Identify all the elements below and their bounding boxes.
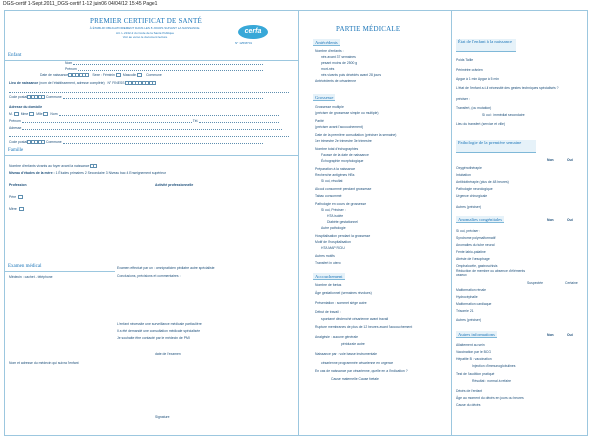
examen-line-label: Je souhaite être contacté par le médecin de PMI	[117, 336, 190, 340]
certaine-header: Certaine	[565, 281, 578, 285]
non-header: Non	[547, 158, 554, 162]
pathologie-row: Pathologie neurologique	[456, 187, 493, 191]
partie-medicale-title: PARTIE MÉDICALE	[336, 25, 401, 33]
prenom2-label: Prénom	[9, 119, 21, 123]
grossesse-row: Si oui, Préciser :	[321, 208, 346, 212]
nom-field[interactable]	[73, 62, 263, 65]
autres-row: Injection d'immunoglobulines	[472, 364, 516, 368]
autres-oui-header: Oui	[567, 333, 573, 337]
lieu-field[interactable]	[9, 90, 289, 93]
adresse2-row	[9, 126, 282, 131]
grossesse-row: Parité	[315, 119, 324, 123]
article-note: Voir au verso le document lecture	[122, 35, 168, 39]
mme-label: Mme	[20, 112, 29, 116]
anomalies-row: Fente labio-palatine	[456, 250, 486, 254]
grossesse-row: Préparation à la naissance	[315, 167, 356, 171]
niveau-row	[9, 171, 166, 176]
finess-label: N° FINESS	[107, 81, 125, 85]
commune-label: Commune	[146, 73, 162, 77]
civilite-row	[9, 112, 279, 117]
anomalies-row: Omphalocèle, gastroschisis	[456, 264, 498, 268]
grossesse-row: Transfert in utero	[315, 261, 341, 265]
anomalies-row: Hydrocéphalie	[456, 295, 478, 299]
nb-enfants-row	[9, 164, 97, 169]
suspectee-header: Suspectée	[527, 281, 544, 285]
pere-label: Père	[9, 195, 17, 199]
lieu-row	[9, 81, 156, 86]
section-pathologie: Pathologie de la première semaine	[456, 140, 536, 153]
accouchement-row: Début de travail :	[315, 310, 341, 314]
m-label: M.	[9, 112, 13, 116]
grossesse-row: HTA isolée	[327, 214, 344, 218]
nb-enfants-cell[interactable]	[93, 164, 97, 168]
left-column	[5, 11, 299, 435]
lieu-label: Lieu de naissance	[9, 81, 39, 85]
grossesse-row: Autres motifs	[315, 254, 335, 258]
antecedents-row: nés avant 37 semaines	[321, 55, 356, 59]
autres-row: Décès de l'enfant	[456, 389, 483, 393]
adresse-label: Adresse du domicile	[9, 105, 43, 109]
accouchement-row: péridurale autre	[341, 342, 365, 346]
article-reference: Art. L.2132-2 du Code de la Santé Publique	[115, 31, 175, 35]
etat-row: Apgar à 1 min Apgar à 5 min	[456, 77, 499, 81]
tel-label: Tél.	[192, 119, 199, 123]
m-checkbox[interactable]	[14, 112, 19, 116]
page-title: PREMIER CERTIFICAT DE SANTÉ	[90, 17, 202, 25]
pathologie-row: Urgence chirurgicale	[456, 194, 488, 198]
examen-line-label: Il a été demandé une consultation médicale spécialisée	[117, 329, 201, 333]
mere-checkbox[interactable]	[19, 207, 24, 211]
autres-non-header: Non	[547, 333, 554, 337]
signature-label: Signature	[155, 415, 170, 419]
lieu-note: (nom de l'établissement, adresse complète)	[39, 81, 105, 85]
antecedents-row: Antécédents de césarienne	[315, 79, 357, 83]
examen-line-3	[117, 336, 190, 341]
right-column	[451, 11, 587, 435]
date-naissance-label: Date de naissance	[40, 73, 69, 77]
nom-adresse-label: Nom et adresse du médecin qui suivra l'enfant	[9, 361, 79, 365]
etat-row: Poids Taille	[456, 58, 474, 62]
cp-label: Code postal	[9, 95, 28, 99]
niveau-label: Niveau d'études de la mère :	[9, 171, 55, 175]
grossesse-row: 1er trimestre 2e trimestre 3e trimestre	[315, 139, 372, 143]
masc-label: Masculin	[122, 73, 137, 77]
etat-row: préciser :	[456, 97, 470, 101]
grossesse-row: Autre pathologie	[321, 226, 346, 230]
autres-row: Hépatite B : vaccination	[456, 357, 492, 361]
sexe-label: Sexe : Féminin	[92, 73, 115, 77]
activite-row	[155, 183, 193, 188]
adresse3-field[interactable]	[9, 134, 289, 137]
anomalies-row: Trisomie 21	[456, 309, 474, 313]
prenom2-field[interactable]	[22, 120, 192, 123]
adresse2-field[interactable]	[22, 127, 282, 130]
grossesse-row: (préciser de grossesse simple ou multiple)	[315, 111, 379, 115]
grossesse-row: Grossesse multiple	[315, 105, 344, 109]
commune2-label: Commune	[46, 95, 62, 99]
grossesse-row: Échographie morphologique	[321, 159, 364, 163]
grossesse-row: Pathologie en cours de grossesse	[315, 202, 367, 206]
grossesse-row: Alcool consommé pendant grossesse	[315, 187, 372, 191]
grossesse-row: HTA MAP RCIU	[321, 246, 345, 250]
autres-row: Résultat : normal à refaire	[472, 379, 512, 383]
activite-label: Activité professionnelle	[155, 183, 194, 187]
section-etat: État de l'enfant à la naissance	[456, 39, 516, 52]
nom2-field[interactable]	[59, 113, 279, 116]
anomalies-row: Autres (préciser)	[456, 318, 482, 322]
anomalies-non-header: Non	[547, 218, 554, 222]
section-accouchement: Accouchement	[315, 274, 343, 279]
pere-row	[9, 195, 24, 200]
accouchement-row: spontané déclenché césarienne avant travail	[321, 317, 389, 321]
cp2-label: Code postal	[9, 140, 28, 144]
niveau-options: 1 Études primaires 2 Secondaire 3 Niveau bac 4 Enseignement supérieur	[55, 171, 167, 175]
cp2-cell[interactable]	[41, 140, 45, 144]
etat-row: Si oui : immédiat secondaire	[482, 113, 525, 117]
pathologie-row: Oxygénothérapie	[456, 166, 482, 170]
accouchement-row: Analgésie : aucune générale	[315, 335, 358, 339]
pere-checkbox[interactable]	[18, 195, 23, 199]
prenom-row	[65, 67, 263, 72]
grossesse-row: Recherche antigènes HBs	[315, 173, 355, 177]
subtitle: À ÉTABLIR OBLIGATOIREMENT DANS LES 8 JOURS SUIVANT LA NAISSANCE.	[89, 26, 201, 30]
antecedents-row: pesant moins de 2500 g	[321, 61, 358, 65]
oui-header: Oui	[567, 158, 573, 162]
section-enfant: Enfant	[5, 53, 299, 61]
profession-label: Profession	[9, 183, 27, 187]
grossesse-row: Si oui, résultat	[321, 179, 343, 183]
mere-row	[9, 207, 25, 212]
tel-field[interactable]	[199, 120, 279, 123]
anomalies-row: Si oui, préciser :	[456, 229, 481, 233]
examen-line-2	[117, 329, 200, 334]
accouchement-row: Naissance par : voie basse instrumentale	[315, 352, 378, 356]
conclusions-label: Conclusions, précisions et commentaires :	[117, 274, 181, 278]
section-anomalies: Anomalies congénitales	[458, 217, 503, 222]
examen-line-label: L'enfant nécessite une surveillance médicale particulière	[117, 322, 202, 326]
section-famille: Famille	[5, 148, 299, 156]
section-grossesse: Grossesse	[315, 95, 334, 100]
autres-row: Allaitement au sein	[456, 343, 485, 347]
pathologie-row: Antibiothérapie (plus de 48 heures)	[456, 180, 509, 184]
date-cell[interactable]	[85, 73, 89, 77]
accouchement-row: En cas de naissance par césarienne, quelle en a l'indication ?	[315, 369, 408, 373]
middle-column	[301, 11, 451, 435]
adresse3-row	[9, 133, 289, 138]
date-examen-row	[155, 352, 181, 357]
accouchement-row: césarienne programmée césarienne en urgence	[321, 361, 394, 365]
antecedents-row: mort-nés	[321, 67, 335, 71]
grossesse-row: Hospitalisation pendant la grossesse	[315, 234, 371, 238]
mme-checkbox[interactable]	[29, 112, 34, 116]
anomalies-row: Syndrome polymalformatif	[456, 236, 496, 240]
surveillance-row	[117, 266, 215, 271]
accouchement-row: Âge gestationnel (semaines révolues)	[315, 291, 372, 295]
grossesse-row: Diabète gestationnel	[327, 220, 358, 224]
surveillance-label: Examen effectué par un : omnipraticien pédiatre autre spécialiste	[117, 266, 215, 270]
mere-label: Mère	[9, 207, 17, 211]
etat-row: Transfert, (ou mutation)	[456, 106, 492, 110]
commune3-field[interactable]	[63, 141, 263, 144]
section-autres: Autres informations	[458, 332, 495, 337]
mlle-label: Mlle	[36, 112, 43, 116]
conclusions-row	[117, 274, 181, 279]
commune3-label: Commune	[46, 140, 62, 144]
grossesse-row: (préciser avant l'accouchement)	[315, 125, 363, 129]
accouchement-row: Rupture membranes de plus de 12 heures avant l'accouchement	[315, 325, 413, 329]
cerfa-logo: cerfa	[238, 25, 268, 39]
autres-row: Cause du décès	[456, 403, 481, 407]
nb-enfants-label: Nombre d'enfants vivants au foyer avant la naissance	[9, 164, 90, 168]
accouchement-row: Présentation : sommet siège autre	[315, 301, 367, 305]
etat-row: L'état de l'enfant a-t-il nécessité des gestes techniques spécialisés ?	[456, 86, 559, 90]
autres-row: Âge au moment du décès en jours ou heures	[456, 396, 524, 400]
grossesse-row: Motif de l'hospitalisation	[315, 240, 351, 244]
adresse2-label: Adresse	[9, 126, 22, 130]
medecin-row	[9, 275, 53, 280]
examen-line-1	[117, 322, 202, 327]
profession-row	[9, 183, 27, 188]
grossesse-row: Tabac consommé	[315, 194, 342, 198]
finess-cell[interactable]	[152, 81, 156, 85]
nom2-label: Nom	[50, 112, 58, 116]
anomalies-row: Malformation rénale	[456, 288, 486, 292]
antecedents-row: Nombre d'enfants :	[315, 49, 344, 53]
anomalies-oui-header: Oui	[567, 218, 573, 222]
prenom2-row	[9, 119, 279, 124]
accouchement-row: Nombre de fœtus	[315, 283, 342, 287]
sexe-m-checkbox[interactable]	[137, 73, 142, 77]
grossesse-row: Nombre total d'échographies	[315, 147, 359, 151]
anomalies-row: Réduction de membre ou absence d'éléments osseux	[456, 269, 526, 277]
cp-cell[interactable]	[41, 95, 45, 99]
autres-row: Test de l'audition pratiqué	[456, 372, 495, 376]
accouchement-row: Cause maternelle Cause fœtale	[331, 377, 379, 381]
medecin-label: Médecin : cachet - téléphone	[9, 275, 53, 279]
grossesse-row: Date de la première consultation (préciser la semaine)	[315, 133, 397, 137]
print-header-line: DGS-certif 1-Sept.2011_DGS-certif 1-12 juin06 04/04/12 15:45 Page1	[3, 1, 158, 7]
nom-adresse-row	[9, 361, 79, 366]
etat-row: Périmètre crânien	[456, 68, 483, 72]
etat-row: Lieu du transfert (service et ville)	[456, 122, 505, 126]
cp2-row	[9, 140, 263, 145]
prenom-field[interactable]	[78, 68, 263, 71]
pathologie-row: Intubation	[456, 173, 471, 177]
anomalies-row: Anomalies du tube neural	[456, 243, 495, 247]
nom-row	[65, 61, 263, 66]
pathologie-row: Autres (préciser)	[456, 205, 482, 209]
section-antecedents: Antécédents	[315, 40, 338, 45]
prenom-label: Prénom	[65, 67, 77, 71]
autres-row: Vaccination par le BCG	[456, 350, 491, 354]
naissance-row	[40, 73, 162, 78]
cp-row	[9, 95, 263, 100]
antecedents-row: nés vivants puis décédés avant 28 jours	[321, 73, 382, 77]
lieu-line	[9, 89, 289, 94]
sexe-f-checkbox[interactable]	[116, 73, 121, 77]
adresse-heading-row	[9, 105, 42, 110]
commune-field[interactable]	[63, 96, 263, 99]
anomalies-row: Malformation cardiaque	[456, 302, 492, 306]
grossesse-row: Fausse de la date de naissance	[321, 153, 369, 157]
cerfa-number: N° 12596*01	[235, 41, 253, 45]
mlle-checkbox[interactable]	[43, 112, 48, 116]
certificate-page	[4, 10, 588, 436]
nom-label: Nom	[65, 61, 73, 65]
anomalies-row: Atrésie de l'œsophage	[456, 257, 490, 261]
date-examen-label: date de l'examen	[155, 352, 181, 356]
section-examen: Examen médical	[5, 264, 115, 272]
